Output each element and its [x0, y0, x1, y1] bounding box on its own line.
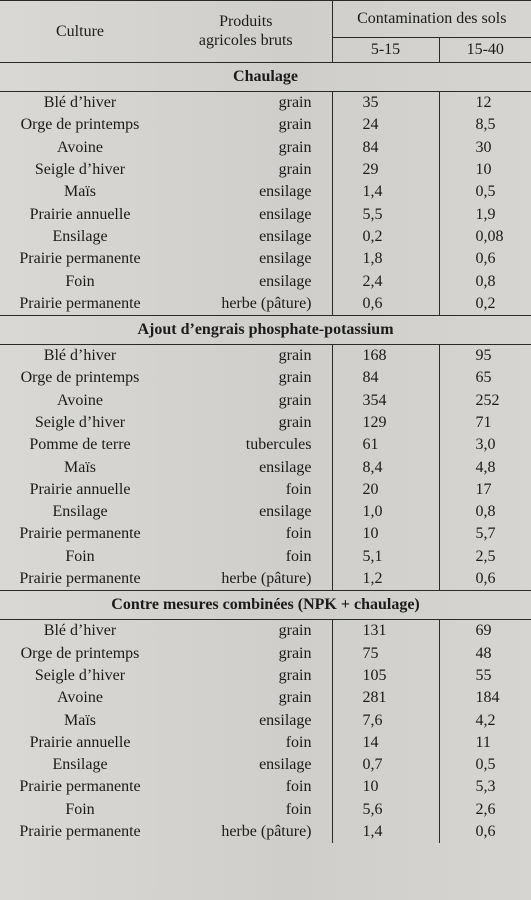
culture-cell: Ensilage [52, 756, 108, 774]
value-15-40-cell: 71 [439, 412, 531, 434]
value-15-40-cell: 69 [439, 620, 531, 643]
product-cell: foin [285, 800, 312, 818]
table-row [0, 709, 531, 731]
table-row [0, 620, 531, 643]
culture-cell: Blé d’hiver [43, 347, 117, 365]
table-row [0, 546, 531, 568]
header-contamination: Contamination des sols [332, 1, 531, 38]
table-row [0, 501, 531, 523]
product-cell: grain [278, 347, 312, 365]
value-15-40-cell: 5,7 [439, 523, 531, 545]
product-cell: grain [278, 391, 312, 409]
value-5-15-cell: 129 [332, 412, 439, 434]
value-15-40-cell: 0,8 [439, 270, 531, 292]
table-row [0, 732, 531, 754]
value-15-40-cell: 0,6 [439, 821, 531, 843]
value-5-15-cell: 0,7 [332, 754, 439, 776]
value-5-15-cell: 5,5 [332, 203, 439, 225]
value-5-15-cell: 10 [332, 523, 439, 545]
table-row [0, 776, 531, 798]
value-5-15-cell: 168 [332, 344, 439, 367]
table-body [0, 1, 531, 844]
table-row [0, 687, 531, 709]
product-cell: foin [285, 480, 312, 498]
product-cell: ensilage [259, 711, 312, 729]
culture-cell: Avoine [57, 138, 103, 156]
table-row [0, 665, 531, 687]
culture-cell: Prairie permanente [19, 778, 141, 796]
table-row [0, 434, 531, 456]
value-5-15-cell: 10 [332, 776, 439, 798]
value-5-15-cell: 5,1 [332, 546, 439, 568]
culture-cell: Maïs [64, 183, 96, 201]
product-cell: foin [285, 525, 312, 543]
value-5-15-cell: 24 [332, 114, 439, 136]
value-5-15-cell: 1,8 [332, 248, 439, 270]
value-15-40-cell: 0,6 [439, 248, 531, 270]
value-5-15-cell: 0,6 [332, 293, 439, 316]
value-15-40-cell: 65 [439, 367, 531, 389]
product-cell: grain [278, 666, 312, 684]
value-15-40-cell: 5,3 [439, 776, 531, 798]
culture-cell: Orge de printemps [20, 369, 140, 387]
product-cell: ensilage [259, 227, 312, 245]
value-15-40-cell: 12 [439, 92, 531, 115]
header-row-top [0, 1, 531, 38]
table-row [0, 137, 531, 159]
section-row [0, 63, 531, 92]
product-cell: ensilage [259, 458, 312, 476]
value-15-40-cell: 252 [439, 390, 531, 412]
culture-cell: Pomme de terre [29, 436, 131, 454]
culture-cell: Ensilage [52, 503, 108, 521]
table-row [0, 367, 531, 389]
value-5-15-cell: 35 [332, 92, 439, 115]
value-15-40-cell: 11 [439, 732, 531, 754]
product-cell: grain [278, 622, 312, 640]
culture-cell: Seigle d’hiver [34, 161, 126, 179]
product-cell: ensilage [259, 272, 312, 290]
table-row [0, 114, 531, 136]
product-cell: grain [278, 369, 312, 387]
culture-cell: Foin [65, 800, 95, 818]
culture-cell: Ensilage [52, 227, 108, 245]
section-row [0, 315, 531, 344]
value-5-15-cell: 354 [332, 390, 439, 412]
table-row [0, 159, 531, 181]
value-5-15-cell: 281 [332, 687, 439, 709]
table-row [0, 568, 531, 591]
value-15-40-cell: 0,08 [439, 226, 531, 248]
culture-cell: Prairie permanente [19, 570, 141, 588]
value-15-40-cell: 4,8 [439, 456, 531, 478]
value-15-40-cell: 10 [439, 159, 531, 181]
table-row [0, 92, 531, 115]
culture-cell: Prairie permanente [19, 823, 141, 841]
product-cell: tubercules [245, 436, 312, 454]
header-culture: Culture [0, 1, 160, 63]
value-5-15-cell: 1,2 [332, 568, 439, 591]
value-5-15-cell: 7,6 [332, 709, 439, 731]
table-row [0, 643, 531, 665]
table-row [0, 754, 531, 776]
culture-cell: Avoine [57, 391, 103, 409]
header-products: Produits agricoles bruts [160, 1, 332, 63]
table-row [0, 344, 531, 367]
value-5-15-cell: 1,4 [332, 821, 439, 843]
value-5-15-cell: 75 [332, 643, 439, 665]
value-15-40-cell: 95 [439, 344, 531, 367]
culture-cell: Prairie annuelle [29, 205, 131, 223]
culture-cell: Foin [65, 547, 95, 565]
value-15-40-cell: 30 [439, 137, 531, 159]
product-cell: grain [278, 644, 312, 662]
value-15-40-cell: 48 [439, 643, 531, 665]
value-15-40-cell: 8,5 [439, 114, 531, 136]
value-15-40-cell: 4,2 [439, 709, 531, 731]
culture-cell: Prairie annuelle [29, 480, 131, 498]
culture-cell: Seigle d’hiver [34, 666, 126, 684]
value-5-15-cell: 61 [332, 434, 439, 456]
table-row [0, 456, 531, 478]
product-cell: grain [278, 116, 312, 134]
culture-cell: Maïs [64, 458, 96, 476]
culture-cell: Prairie permanente [19, 294, 141, 312]
culture-cell: Blé d’hiver [43, 622, 117, 640]
product-cell: foin [285, 547, 312, 565]
section-title: Contre mesures combinées (NPK + chaulage) [0, 591, 531, 620]
value-15-40-cell: 0,6 [439, 568, 531, 591]
value-5-15-cell: 84 [332, 137, 439, 159]
section-title: Chaulage [0, 63, 531, 92]
table-row [0, 523, 531, 545]
table-row [0, 248, 531, 270]
product-cell: foin [285, 733, 312, 751]
value-15-40-cell: 2,5 [439, 546, 531, 568]
value-15-40-cell: 0,2 [439, 293, 531, 316]
value-5-15-cell: 2,4 [332, 270, 439, 292]
product-cell: grain [278, 689, 312, 707]
table-row [0, 821, 531, 843]
value-15-40-cell: 0,5 [439, 181, 531, 203]
culture-cell: Seigle d’hiver [34, 414, 126, 431]
value-15-40-cell: 17 [439, 479, 531, 501]
product-cell: grain [278, 161, 312, 179]
value-15-40-cell: 0,5 [439, 754, 531, 776]
table-row [0, 181, 531, 203]
culture-cell: Prairie permanente [19, 250, 141, 268]
value-5-15-cell: 20 [332, 479, 439, 501]
culture-cell: Maïs [64, 711, 96, 729]
section-title: Ajout d’engrais phosphate-potassium [0, 315, 531, 344]
culture-cell: Prairie permanente [19, 525, 141, 543]
product-cell: ensilage [259, 183, 312, 201]
value-15-40-cell: 3,0 [439, 434, 531, 456]
value-5-15-cell: 5,6 [332, 799, 439, 821]
culture-cell: Avoine [57, 689, 103, 707]
value-5-15-cell: 105 [332, 665, 439, 687]
value-5-15-cell: 1,4 [332, 181, 439, 203]
value-5-15-cell: 29 [332, 159, 439, 181]
product-cell: grain [278, 414, 312, 431]
value-5-15-cell: 131 [332, 620, 439, 643]
table-row [0, 226, 531, 248]
product-cell: grain [278, 138, 312, 156]
value-5-15-cell: 84 [332, 367, 439, 389]
table-row [0, 270, 531, 292]
table-row [0, 390, 531, 412]
table-row [0, 479, 531, 501]
product-cell: herbe (pâture) [221, 294, 312, 312]
header-range-1: 5-15 [332, 38, 439, 63]
product-cell: ensilage [259, 503, 312, 521]
value-15-40-cell: 0,8 [439, 501, 531, 523]
header-range-2: 15-40 [439, 38, 531, 63]
value-15-40-cell: 2,6 [439, 799, 531, 821]
culture-cell: Foin [65, 272, 95, 290]
section-row [0, 591, 531, 620]
value-5-15-cell: 8,4 [332, 456, 439, 478]
culture-cell: Orge de printemps [20, 116, 140, 134]
product-cell: ensilage [259, 756, 312, 774]
product-cell: herbe (pâture) [221, 823, 312, 841]
value-15-40-cell: 55 [439, 665, 531, 687]
table-row [0, 799, 531, 821]
value-15-40-cell: 184 [439, 687, 531, 709]
product-cell: grain [278, 94, 312, 112]
product-cell: ensilage [259, 250, 312, 268]
product-cell: herbe (pâture) [221, 570, 312, 588]
product-cell: foin [285, 778, 312, 796]
table-row [0, 412, 531, 434]
value-5-15-cell: 14 [332, 732, 439, 754]
culture-cell: Prairie annuelle [29, 733, 131, 751]
culture-cell: Blé d’hiver [43, 94, 117, 112]
culture-cell: Orge de printemps [20, 644, 140, 662]
table-row [0, 203, 531, 225]
value-5-15-cell: 1,0 [332, 501, 439, 523]
product-cell: ensilage [259, 205, 312, 223]
value-5-15-cell: 0,2 [332, 226, 439, 248]
value-15-40-cell: 1,9 [439, 203, 531, 225]
table-row [0, 293, 531, 316]
